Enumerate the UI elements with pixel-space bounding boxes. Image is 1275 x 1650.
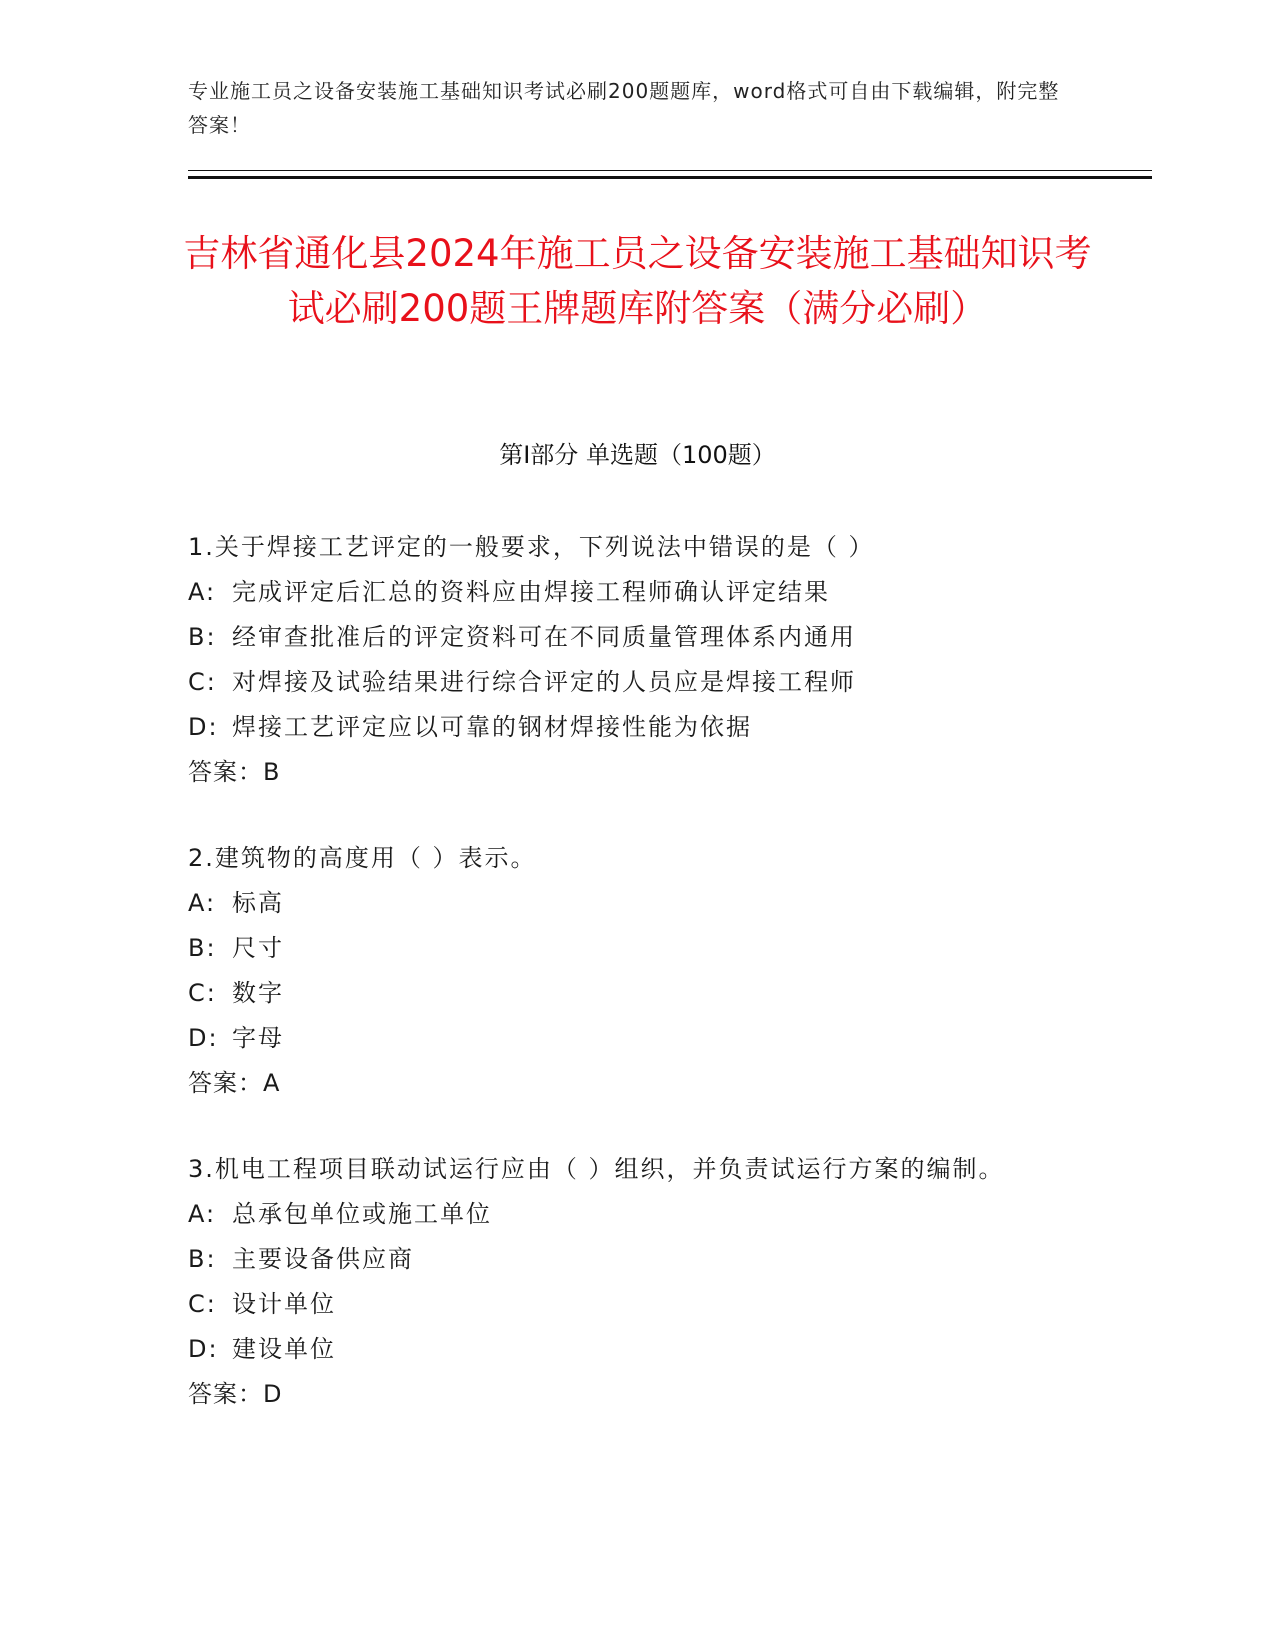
option-label: C: — [188, 979, 217, 1007]
answer: 答案：A — [188, 1069, 281, 1097]
option-label: B: — [188, 934, 217, 962]
option-label: A: — [188, 578, 217, 606]
option-text: 字母 — [232, 1024, 284, 1052]
option-a — [188, 881, 1088, 926]
option-c — [188, 660, 1088, 705]
option-d — [188, 705, 1088, 750]
header-divider-thick — [188, 176, 1152, 179]
header-note: 专业施工员之设备安装施工基础知识考试必刷200题题库，word格式可自由下载编辑，附完整答案！ — [188, 79, 1060, 137]
option-text: 对焊接及试验结果进行综合评定的人员应是焊接工程师 — [232, 668, 856, 696]
question-2 — [188, 836, 1088, 1106]
option-b — [188, 1237, 1088, 1282]
option-a — [188, 570, 1088, 615]
question-1 — [188, 525, 1088, 795]
option-c — [188, 1282, 1088, 1327]
option-text: 主要设备供应商 — [232, 1245, 414, 1273]
option-text: 经审查批准后的评定资料可在不同质量管理体系内通用 — [232, 623, 856, 651]
option-d — [188, 1016, 1088, 1061]
document-title: 吉林省通化县2024年施工员之设备安装施工基础知识考试必刷200题王牌题库附答案（满分必刷） — [183, 232, 1092, 330]
option-c — [188, 971, 1088, 1016]
answer: 答案：D — [188, 1380, 283, 1408]
option-label: A: — [188, 1200, 217, 1228]
option-label: C: — [188, 668, 217, 696]
option-d — [188, 1327, 1088, 1372]
option-text: 焊接工艺评定应以可靠的钢材焊接性能为依据 — [232, 713, 752, 741]
option-text: 标高 — [232, 889, 284, 917]
question-3 — [188, 1147, 1088, 1417]
section-title: 第I部分 单选题（100题） — [499, 441, 776, 469]
option-text: 总承包单位或施工单位 — [232, 1200, 492, 1228]
header-divider-thin — [188, 170, 1152, 171]
answer: 答案：B — [188, 758, 281, 786]
option-text: 数字 — [232, 979, 284, 1007]
option-text: 设计单位 — [232, 1290, 336, 1318]
question-list — [188, 525, 1088, 1458]
option-label: D: — [188, 1024, 219, 1052]
option-text: 完成评定后汇总的资料应由焊接工程师确认评定结果 — [232, 578, 830, 606]
option-a — [188, 1192, 1088, 1237]
option-label: B: — [188, 623, 217, 651]
question-stem: 2.建筑物的高度用（ ）表示。 — [188, 844, 537, 872]
option-label: D: — [188, 1335, 219, 1363]
option-label: D: — [188, 713, 219, 741]
option-label: B: — [188, 1245, 217, 1273]
option-label: A: — [188, 889, 217, 917]
option-b — [188, 926, 1088, 971]
option-text: 建设单位 — [232, 1335, 336, 1363]
question-stem: 1.关于焊接工艺评定的一般要求，下列说法中错误的是（ ） — [188, 533, 875, 561]
question-stem: 3.机电工程项目联动试运行应由（ ）组织，并负责试运行方案的编制。 — [188, 1155, 1005, 1183]
option-b — [188, 615, 1088, 660]
option-label: C: — [188, 1290, 217, 1318]
option-text: 尺寸 — [232, 934, 284, 962]
